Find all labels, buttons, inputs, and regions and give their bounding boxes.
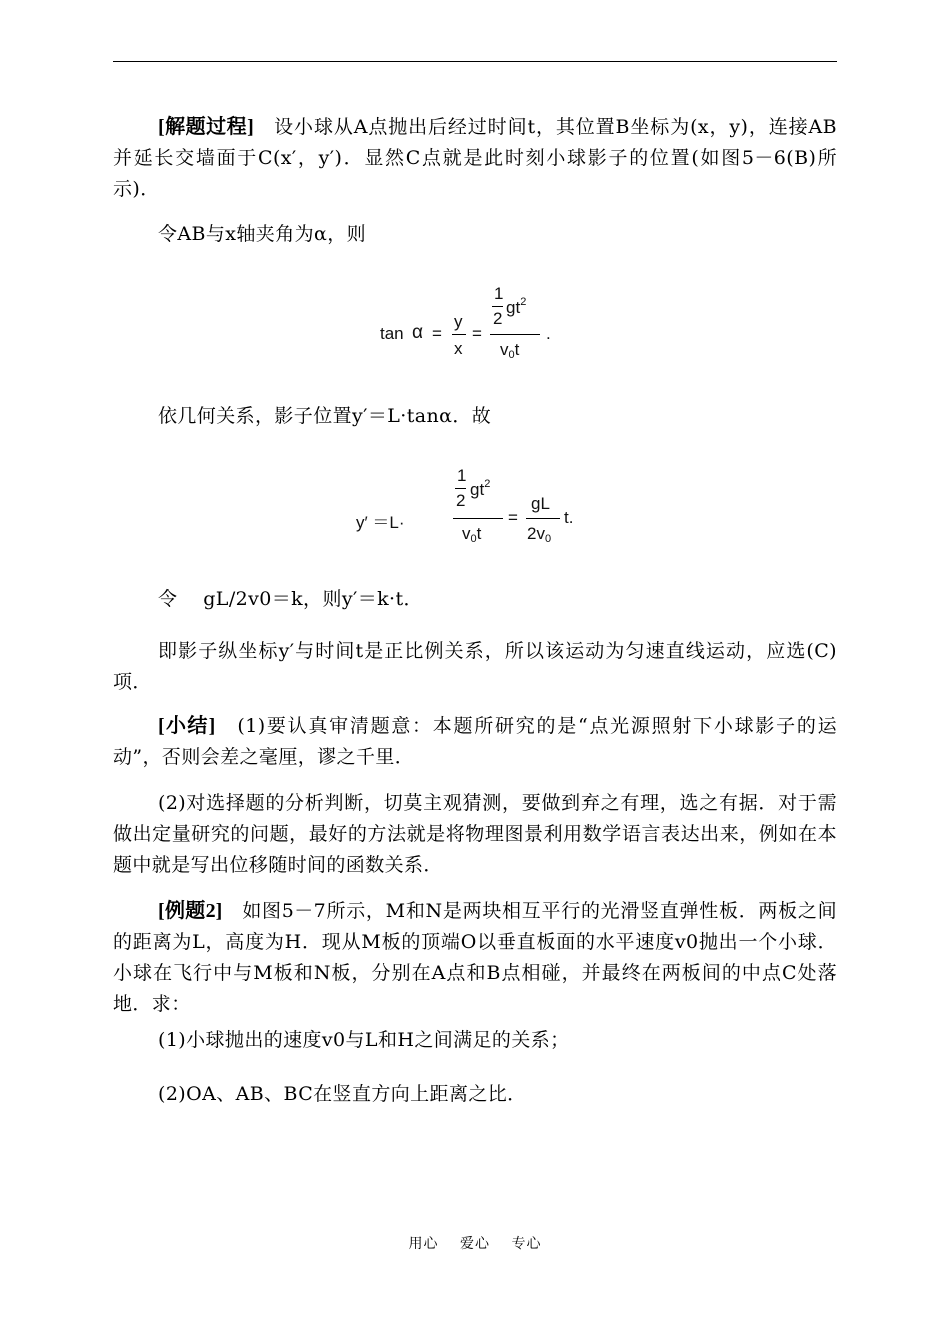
paragraph-question-2: (2)OA、AB、BC在竖直方向上距离之比． [158,1083,527,1105]
f1-period: . [546,324,551,343]
footer-item: 专心 [511,1236,542,1252]
footer-item: 用心 [408,1236,439,1252]
f1-bar-half [492,306,503,307]
example-text: 如图5－7所示，M和N是两块相互平行的光滑竖直弹性板．两板之间的距离为L，高度为H．现从M板的顶端O以垂直板面的水平速度v0抛出一个小球．小球在飞行中与M板和N板，分别在A点和B点相碰，并最终在两板间的中点C处落地．求： [113,900,837,1015]
f2-2v: $2v_0$ [527,524,552,545]
f1-vt: $v_0t$ [500,340,520,361]
paragraph-summary-1 [113,711,837,773]
f2-tail: t. [564,508,574,527]
f2-gL: gL [531,494,550,513]
paragraph-geometry: 依几何关系，影子位置y′＝L·tanα．故 [158,405,492,427]
paragraph-conclusion: 即影子纵坐标y′与时间t是正比例关系，所以该运动为匀速直线运动，应选(C)项． [113,640,837,693]
solution-text: 设小球从A点抛出后经过时间t，其位置B坐标为(x，y)，连接AB并延长交墙面于C(x′，y′)．显然C点就是此时刻小球影子的位置(如图5－6(B)所示)． [113,116,837,200]
f1-alpha: α [412,322,423,343]
f1-tan: tan [380,324,404,343]
f1-eq1: = [432,324,442,343]
example-heading: [例题2] [158,900,223,922]
f1-y: y [454,312,463,331]
f1-half-num: 1 [494,284,504,303]
f2-half-den: 2 [456,491,466,510]
paragraph-question-1: (1)小球抛出的速度v0与L和H之间满足的关系； [158,1029,570,1051]
formula-y-prime [356,466,596,551]
f1-eq2: = [472,324,482,343]
f2-gt: $gt^2$ [470,478,491,499]
f2-half-num: 1 [457,466,467,485]
f2-lhs: y′ ＝L· [356,513,405,532]
summary-heading: [小结] [158,715,216,737]
f2-vt: $v_0t$ [462,524,482,545]
paragraph-angle: 令AB与x轴夹角为α，则 [158,223,367,245]
header-rule [113,61,837,62]
f1-x: x [454,339,463,358]
summary-text: (1)要认真审清题意：本题所研究的是“点光源照射下小球影子的运动”，否则会差之毫厘，谬之千里． [113,715,837,768]
f1-half-den: 2 [493,309,503,328]
f1-gt: $gt^2$ [506,296,527,317]
page-footer [0,1233,950,1253]
f1-bar-yx [452,334,466,335]
paragraph-summary-2: (2)对选择题的分析判断，切莫主观猜测，要做到弃之有理，选之有据．对于需做出定量研究的问题，最好的方法就是将物理图景利用数学语言表达出来，例如在本题中就是写出位移随时间的函数关系． [113,792,837,876]
f1-bar-main [490,334,540,335]
f2-bar-main [453,518,503,519]
paragraph-let-k: 令 gL/2v0＝k，则y′＝k·t． [158,588,423,610]
paragraph-example-2 [113,896,837,1020]
f2-eq: = [508,508,518,527]
solution-heading: [解题过程] [158,116,254,138]
f2-bar-gL [526,518,560,519]
formula-tan-alpha [380,282,570,367]
paragraph-solution [113,112,837,205]
f2-bar-half [455,488,466,489]
footer-item: 爱心 [460,1236,490,1252]
